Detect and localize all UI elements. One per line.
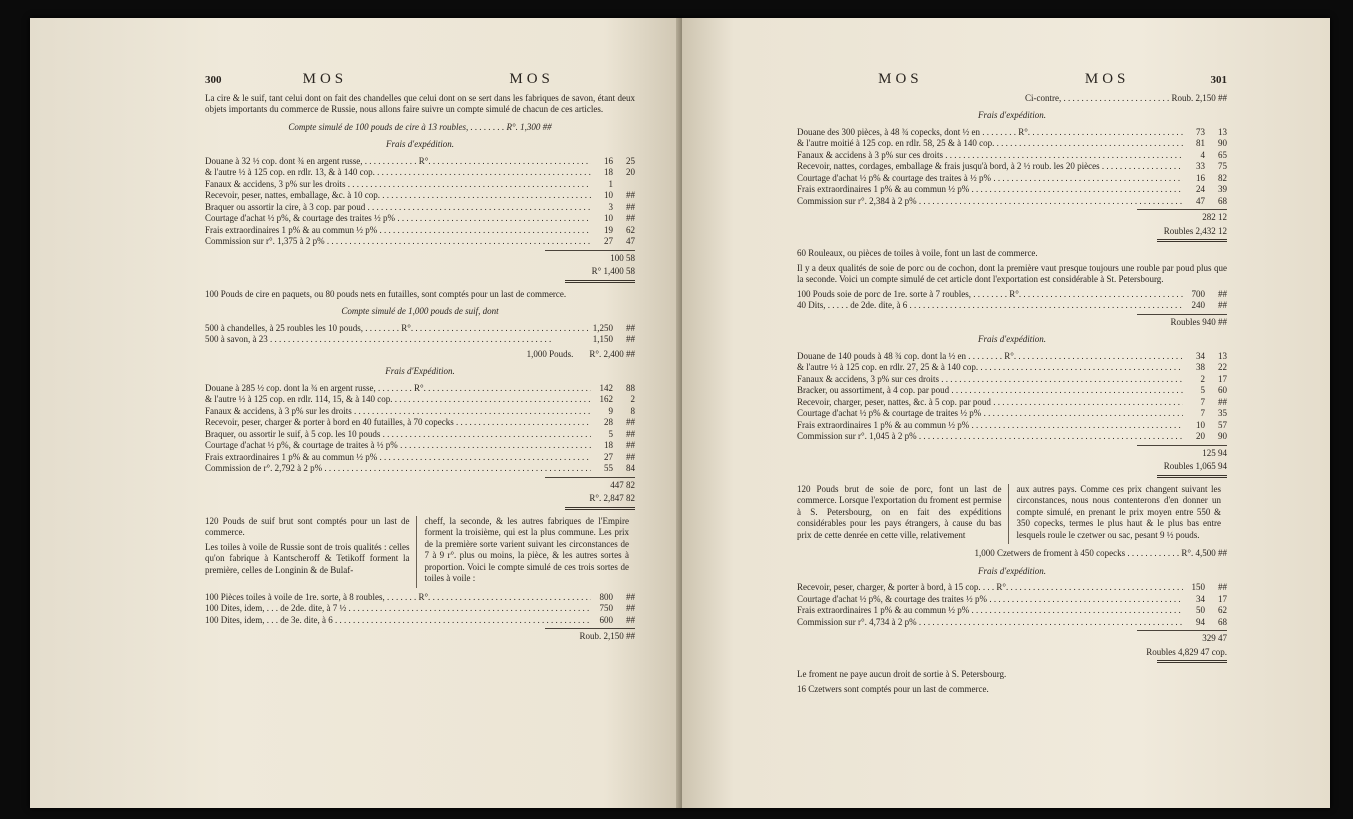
left-head-word-1: MOS bbox=[302, 71, 348, 87]
account-row-copecks bbox=[613, 179, 635, 191]
account-row bbox=[797, 184, 1227, 196]
account-row-roubles: 55 bbox=[604, 463, 613, 473]
account-row-roubles: 73 bbox=[1196, 126, 1205, 137]
account-row-label: Commission sur r°. 1,045 à 2 p% . . . bbox=[797, 431, 1183, 443]
account-row-label: Fanaux & accidens, 3 p% sur les droits . . . bbox=[205, 179, 591, 191]
account-row bbox=[797, 374, 1227, 386]
account-row-label: Courtage d'achat ½ p% & courtage de traites ½ p% . . . bbox=[797, 408, 1183, 420]
account-row bbox=[797, 605, 1227, 617]
account-row-label: Courtage d'achat ½ p%, & courtage des traites ½ p% . . . bbox=[797, 594, 1183, 606]
account-row-copecks: ## bbox=[626, 603, 635, 613]
account-row-copecks: 22 bbox=[1218, 362, 1227, 372]
account-row-roubles: 10 bbox=[604, 213, 613, 223]
account-row bbox=[205, 394, 635, 406]
account-row-copecks: ## bbox=[626, 440, 635, 450]
account-row-roubles: 94 bbox=[1196, 616, 1205, 627]
account-row bbox=[205, 440, 635, 452]
account-row-copecks: ## bbox=[626, 213, 635, 223]
account-row-label: 100 Pouds soie de porc de 1re. sorte à 7 roubles, . . . . . . . . R°. . . . bbox=[797, 289, 1183, 301]
account-row-copecks: ## bbox=[1218, 300, 1227, 310]
frais-soie-table bbox=[797, 351, 1227, 443]
suif-quantity: 1,000 Pouds. bbox=[526, 348, 574, 359]
account-row-copecks: 90 bbox=[1218, 138, 1227, 148]
account-row bbox=[205, 615, 635, 627]
toiles-grand-total: Roubles 2,432 12 bbox=[1163, 225, 1227, 236]
account-row-roubles: 16 bbox=[604, 155, 613, 166]
rouleaux-paragraph: 60 Rouleaux, ou pièces de toiles à voile, font un last de commerce. bbox=[797, 248, 1038, 258]
account-row-roubles: 700 bbox=[1191, 288, 1205, 299]
ci-contre-line: Ci-contre, . . . . . . . . . . . . . . . . . . . . . . . . Roub. 2,150 ## bbox=[1025, 92, 1227, 103]
account-row-label: Recevoir, nattes, cordages, emballage & frais jusqu'à bord, à 2 ½ roub. les 20 pièces . . . bbox=[797, 161, 1183, 173]
account-row bbox=[205, 156, 635, 168]
account-row bbox=[797, 289, 1227, 301]
last-suif-paragraph: 120 Pouds de suif brut sont comptés pour un last de commerce. bbox=[205, 515, 410, 537]
account-row-copecks: 8 bbox=[630, 405, 635, 416]
account-row-roubles: 5 bbox=[608, 428, 613, 439]
account-row-label: & l'autre moitié à 125 cop. en rdlr. 58, 25 & à 140 cop. . . . bbox=[797, 138, 1183, 150]
account-row-label: Courtage d'achat ½ p%, & courtage de traites à ½ p% . . . bbox=[205, 440, 591, 452]
account-row bbox=[205, 190, 635, 202]
left-running-head bbox=[205, 71, 635, 87]
account-row bbox=[205, 417, 635, 429]
account-row-roubles: 7 bbox=[1200, 396, 1205, 407]
account-row-roubles: 162 bbox=[599, 394, 613, 404]
cire-grand-total: R° 1,400 58 bbox=[591, 266, 635, 276]
toiles-table bbox=[205, 592, 635, 627]
account-row-copecks: 75 bbox=[1218, 161, 1227, 171]
account-row-copecks: 13 bbox=[1218, 126, 1227, 137]
account-row-label: Frais extraordinaires 1 p% & au commun ½ p% . . . bbox=[797, 605, 1183, 617]
account-row bbox=[205, 603, 635, 615]
frais-toiles-title: Frais d'expédition. bbox=[978, 110, 1046, 120]
account-row bbox=[797, 362, 1227, 374]
account-row bbox=[205, 452, 635, 464]
account-row-copecks: 13 bbox=[1218, 350, 1227, 361]
account-row-roubles: 7 bbox=[1200, 408, 1205, 418]
account-row bbox=[797, 196, 1227, 208]
account-row-copecks: 65 bbox=[1218, 149, 1227, 160]
compte-suif-title: Compte simulé de 1,000 pouds de suif, dont bbox=[341, 306, 499, 316]
account-row-copecks: 82 bbox=[1218, 172, 1227, 183]
left-page-number: 300 bbox=[205, 74, 222, 86]
last-cire-paragraph: 100 Pouds de cire en paquets, ou 80 pouds nets en futailles, sont comptés pour un last de commerce. bbox=[205, 288, 567, 299]
account-row-label: & l'autre ½ à 125 cop. en rdlr. 27, 25 & à 140 cop. . . . bbox=[797, 362, 1183, 374]
account-row-label: 100 Pièces toiles à voile de 1re. sorte, à 8 roubles, . . . . . . . R°. . . . bbox=[205, 592, 591, 604]
compte-suif-table bbox=[205, 323, 635, 346]
account-row bbox=[205, 406, 635, 418]
account-row bbox=[205, 383, 635, 395]
intro-paragraph: La cire & le suif, tant celui dont on fait des chandelles que celui dont on se sert dans les fabriques de savon, étant deux objets importants du commerce de Russie, nous allons faire suivre un compte simulé de chacun de ces articles. bbox=[205, 92, 635, 114]
frais-soie-title: Frais d'expédition. bbox=[978, 334, 1046, 344]
account-row-roubles: 600 bbox=[599, 614, 613, 625]
account-row-roubles: 240 bbox=[1191, 300, 1205, 310]
account-row-roubles: 750 bbox=[599, 603, 613, 613]
soie-table bbox=[797, 289, 1227, 312]
account-row-label: Braquer, ou assortir le suif, à 5 cop. les 10 pouds . . . bbox=[205, 429, 591, 441]
account-row-copecks: ## bbox=[1218, 288, 1227, 299]
account-row-label: Frais extraordinaires 1 p% & au commun ½ p% . . . bbox=[797, 184, 1183, 196]
froment-paragraph-end: aux autres pays. Comme ces prix changent suivant les circonstances, nous nous contenterons d'en donner un compte simulé, en prenant le prix moyen entre 550 & 350 copecks, termes le plus haut & le plus bas entre lesquels roule le czetwer ou sac, pesant 9 ½ pouds. bbox=[1016, 483, 1221, 540]
toiles-paragraph-start: Les toiles à voile de Russie sont de trois qualités : celles qu'on fabrique à Kantscheroff & Tetikoff forment la première, celles de Longinin & de Bulaf- bbox=[205, 541, 410, 575]
account-row-label: Fanaux & accidens, 3 p% sur ces droits . . . bbox=[797, 374, 1183, 386]
account-row-copecks: 68 bbox=[1218, 616, 1227, 627]
account-row-copecks: 88 bbox=[626, 382, 635, 393]
account-row-copecks: 39 bbox=[1218, 184, 1227, 194]
account-row bbox=[205, 202, 635, 214]
account-row-roubles: 27 bbox=[604, 451, 613, 462]
account-row-roubles: 47 bbox=[1196, 195, 1205, 206]
right-page-text bbox=[797, 71, 1227, 698]
account-row-copecks: ## bbox=[1218, 582, 1227, 592]
account-row-label: 100 Dites, idem, . . . de 2de. dite, à 7 ½ . . . bbox=[205, 603, 591, 615]
account-row-copecks: 62 bbox=[626, 224, 635, 235]
account-row-label: Douane de 140 pouds à 48 ¾ cop. dont la ½ en . . . . . . . . R°. . . . bbox=[797, 351, 1183, 363]
account-row-copecks: ## bbox=[626, 614, 635, 625]
suif-total: R°. 2,400 ## bbox=[589, 348, 635, 359]
account-row-roubles: 81 bbox=[1196, 138, 1205, 148]
froment-droit-paragraph: Le froment ne paye aucun droit de sortie à S. Petersbourg. bbox=[797, 669, 1007, 679]
left-page-text bbox=[205, 71, 635, 645]
account-row bbox=[797, 594, 1227, 606]
account-row bbox=[797, 408, 1227, 420]
soie-intro-paragraph: Il y a deux qualités de soie de porc ou de cochon, dont la première vaut presque toujours une rouble par poud plus que la seconde. Voici un compte simulé de cet article dont l'exportation est considérable à St. Petersbourg. bbox=[797, 262, 1227, 284]
account-row bbox=[205, 179, 635, 191]
account-row bbox=[797, 385, 1227, 397]
suif-grand-total: R°. 2,847 82 bbox=[589, 493, 635, 503]
account-row-label: Fanaux & accidens à 3 p% sur ces droits . . . bbox=[797, 150, 1183, 162]
account-row-label: Commission de r°. 2,792 à 2 p% . . . bbox=[205, 463, 591, 475]
account-row-roubles: 1,150 bbox=[592, 334, 613, 344]
account-row-roubles: 16 bbox=[1196, 172, 1205, 183]
account-row-roubles: 33 bbox=[1196, 161, 1205, 171]
account-row bbox=[205, 429, 635, 441]
account-row-copecks: ## bbox=[626, 451, 635, 462]
right-running-head bbox=[797, 71, 1227, 87]
account-row-roubles: 24 bbox=[1196, 184, 1205, 194]
account-row-copecks: 47 bbox=[626, 236, 635, 246]
account-row-label: Recevoir, charger, peser, nattes, &c. à 5 cop. par poud . . . bbox=[797, 397, 1183, 409]
account-row-copecks: ## bbox=[626, 322, 635, 333]
account-row-roubles: 3 bbox=[608, 201, 613, 212]
account-row-copecks: ## bbox=[626, 428, 635, 439]
czetwers-paragraph: 16 Czetwers sont comptés pour un last de commerce. bbox=[797, 683, 989, 694]
toiles-paragraph-end: cheff, la seconde, & les autres fabriques de l'Empire forment la troisième, qui est la plus commune. Les prix de la première sorte varient suivant les circonstances de 7 à 9 r°. plus ou moins, la pièce, & les autres sortes à proportion. Voici le compte simulé de ces trois sortes de toiles à voile : bbox=[424, 515, 629, 583]
account-row-label: Commission sur r°. 1,375 à 2 p% . . . bbox=[205, 236, 591, 248]
right-head-word-2: MOS bbox=[1084, 71, 1130, 87]
account-row-label: 100 Dites, idem, . . . de 3e. dite, à 6 . . . bbox=[205, 615, 591, 627]
account-row-label: 40 Dits, . . . . . de 2de. dite, à 6 . . . bbox=[797, 300, 1183, 312]
account-row bbox=[205, 592, 635, 604]
account-row-roubles: 10 bbox=[604, 190, 613, 200]
froment-paragraph-start: 120 Pouds brut de soie de porc, font un last de commerce. Lorsque l'exportation du froment est permise à S. Petersbourg, on en fait des expéditions considérables pour les pays étrangers, à cause du bas prix de cette denrée en cette ville, relativement bbox=[797, 483, 1002, 540]
account-row-label: Douane des 300 pièces, à 48 ¾ copecks, dont ½ en . . . . . . . . R°. . . . bbox=[797, 127, 1183, 139]
account-row-roubles: 28 bbox=[604, 417, 613, 427]
account-row-roubles: 18 bbox=[604, 440, 613, 450]
account-row-copecks: ## bbox=[626, 417, 635, 427]
account-row-roubles: 1,250 bbox=[592, 322, 613, 333]
frais-toiles-total: 282 12 bbox=[1202, 212, 1227, 222]
account-row-roubles: 19 bbox=[604, 224, 613, 235]
account-row bbox=[205, 225, 635, 237]
account-row-label: Courtage d'achat ½ p%, & courtage des traites ½ p% . . . bbox=[205, 213, 591, 225]
account-row-label: Douane à 32 ½ cop. dont ¾ en argent russe, . . . . . . . . . . . . R°. . . . bbox=[205, 156, 591, 168]
frais-suif-title: Frais d'Expédition. bbox=[385, 366, 455, 376]
right-head-word-1: MOS bbox=[878, 71, 923, 87]
account-row-roubles: 9 bbox=[608, 405, 613, 416]
right-page bbox=[682, 18, 1330, 808]
account-row-roubles: 142 bbox=[599, 382, 613, 393]
account-row-label: Frais extraordinaires 1 p% & au commun ½ p% . . . bbox=[797, 420, 1183, 432]
left-page bbox=[30, 18, 682, 808]
toiles-total: Roub. 2,150 ## bbox=[579, 631, 635, 641]
account-row-copecks: 25 bbox=[626, 155, 635, 166]
account-row-copecks: 17 bbox=[1218, 593, 1227, 604]
froment-line: 1,000 Czetwers de froment à 450 copecks . . . . . . . . . . . . R°. 4,500 ## bbox=[974, 548, 1227, 558]
account-row-roubles: 10 bbox=[1196, 419, 1205, 430]
account-row-label: Recevoir, peser, charger, & porter à bord, à 15 cop. . . . R°. . . . bbox=[797, 582, 1183, 594]
account-row bbox=[205, 167, 635, 179]
account-row bbox=[797, 300, 1227, 312]
soie-total: Roubles 940 ## bbox=[1170, 316, 1227, 327]
account-row bbox=[797, 617, 1227, 629]
account-row-label: Fanaux & accidens, à 3 p% sur les droits . . . bbox=[205, 406, 591, 418]
account-row bbox=[205, 213, 635, 225]
froment-grand-total: Roubles 4,829 47 cop. bbox=[1146, 646, 1227, 657]
account-row bbox=[797, 582, 1227, 594]
frais-froment-total: 329 47 bbox=[1202, 633, 1227, 643]
account-row-label: & l'autre ½ à 125 cop. en rdlr. 13, & à 140 cop. . . . bbox=[205, 167, 591, 179]
account-row-roubles: 150 bbox=[1191, 582, 1205, 592]
account-row-copecks: ## bbox=[1218, 396, 1227, 407]
account-row-roubles: 50 bbox=[1196, 605, 1205, 615]
frais-cire-title: Frais d'expédition. bbox=[386, 139, 454, 149]
account-row-copecks: 62 bbox=[1218, 605, 1227, 615]
frais-froment-title: Frais d'expédition. bbox=[978, 565, 1046, 576]
left-head-word-2: MOS bbox=[509, 71, 554, 87]
account-row-copecks: 17 bbox=[1218, 373, 1227, 384]
account-row-copecks: ## bbox=[626, 201, 635, 212]
account-row-copecks: 68 bbox=[1218, 195, 1227, 206]
account-row-copecks: 57 bbox=[1218, 419, 1227, 430]
account-row bbox=[205, 236, 635, 248]
account-row bbox=[797, 431, 1227, 443]
open-book bbox=[30, 18, 1330, 808]
account-row bbox=[797, 127, 1227, 139]
account-row-roubles: 20 bbox=[1196, 431, 1205, 441]
frais-soie-total: 125 94 bbox=[1202, 447, 1227, 458]
account-row-copecks: 20 bbox=[626, 167, 635, 177]
account-row-label: Recevoir, peser, nattes, emballage, &c. à 10 cop. . . . bbox=[205, 190, 591, 202]
frais-cire-total: 100 58 bbox=[610, 252, 635, 263]
account-row-label: Courtage d'achat ½ p% & courtage des traites à ½ p% . . . bbox=[797, 173, 1183, 185]
account-row bbox=[797, 173, 1227, 185]
frais-cire-table bbox=[205, 156, 635, 248]
account-row-label: & l'autre ½ à 125 cop. en rdlr. 114, 15, & à 140 cop. . . . bbox=[205, 394, 591, 406]
account-row-copecks: 90 bbox=[1218, 431, 1227, 441]
account-row-label: Commission sur r°. 2,384 à 2 p% . . . bbox=[797, 196, 1183, 208]
account-row-roubles: 2 bbox=[1200, 373, 1205, 384]
account-row-roubles: 1 bbox=[608, 178, 613, 189]
account-row bbox=[205, 323, 635, 335]
account-row-copecks: 84 bbox=[626, 463, 635, 473]
account-row-label: 500 à chandelles, à 25 roubles les 10 pouds, . . . . . . . . R°. . . . bbox=[205, 323, 591, 335]
frais-suif-table bbox=[205, 383, 635, 475]
right-page-number: 301 bbox=[1210, 74, 1227, 86]
account-row-roubles: 4 bbox=[1200, 149, 1205, 160]
account-row-roubles: 38 bbox=[1196, 362, 1205, 372]
account-row-label: Recevoir, peser, charger & porter à bord en 40 futailles, à 70 copecks . . . bbox=[205, 417, 591, 429]
account-row bbox=[205, 463, 635, 475]
frais-suif-total: 447 82 bbox=[610, 479, 635, 490]
account-row-label: Braquer ou assortir la cire, à 3 cop. par poud . . . bbox=[205, 202, 591, 214]
account-row-copecks: 2 bbox=[630, 394, 635, 404]
account-row-label: Frais extraordinaires 1 p% & au commun ½ p% . . . bbox=[205, 225, 591, 237]
account-row bbox=[797, 351, 1227, 363]
account-row-label: 500 à savon, à 23 . . . bbox=[205, 334, 591, 346]
soie-grand-total: Roubles 1,065 94 bbox=[1163, 461, 1227, 471]
account-row bbox=[797, 161, 1227, 173]
account-row-roubles: 5 bbox=[1200, 385, 1205, 395]
account-row-copecks: ## bbox=[626, 591, 635, 602]
account-row-label: Bracker, ou assortiment, à 4 cop. par poud . . . bbox=[797, 385, 1183, 397]
account-row-label: Commission sur r°. 4,734 à 2 p% . . . bbox=[797, 617, 1183, 629]
account-row-roubles: 34 bbox=[1196, 350, 1205, 361]
account-row bbox=[797, 150, 1227, 162]
account-row bbox=[797, 420, 1227, 432]
frais-toiles-table bbox=[797, 127, 1227, 208]
account-row bbox=[205, 334, 635, 346]
account-row bbox=[797, 397, 1227, 409]
account-row-roubles: 34 bbox=[1196, 593, 1205, 604]
account-row-copecks: ## bbox=[626, 190, 635, 200]
account-row-label: Douane à 285 ½ cop. dont la ¾ en argent russe, . . . . . . . . R°. . . . bbox=[205, 383, 591, 395]
compte-cire-title: Compte simulé de 100 pouds de cire à 13 roubles, . . . . . . . . R°. 1,300 ## bbox=[288, 121, 552, 132]
account-row-roubles: 18 bbox=[604, 167, 613, 177]
account-row-copecks: ## bbox=[626, 334, 635, 344]
account-row-copecks: 35 bbox=[1218, 408, 1227, 418]
account-row bbox=[797, 138, 1227, 150]
account-row-roubles: 800 bbox=[599, 591, 613, 602]
account-row-roubles: 27 bbox=[604, 236, 613, 246]
account-row-copecks: 60 bbox=[1218, 385, 1227, 395]
account-row-label: Frais extraordinaires 1 p% & au commun ½ p% . . . bbox=[205, 452, 591, 464]
frais-froment-table bbox=[797, 582, 1227, 628]
